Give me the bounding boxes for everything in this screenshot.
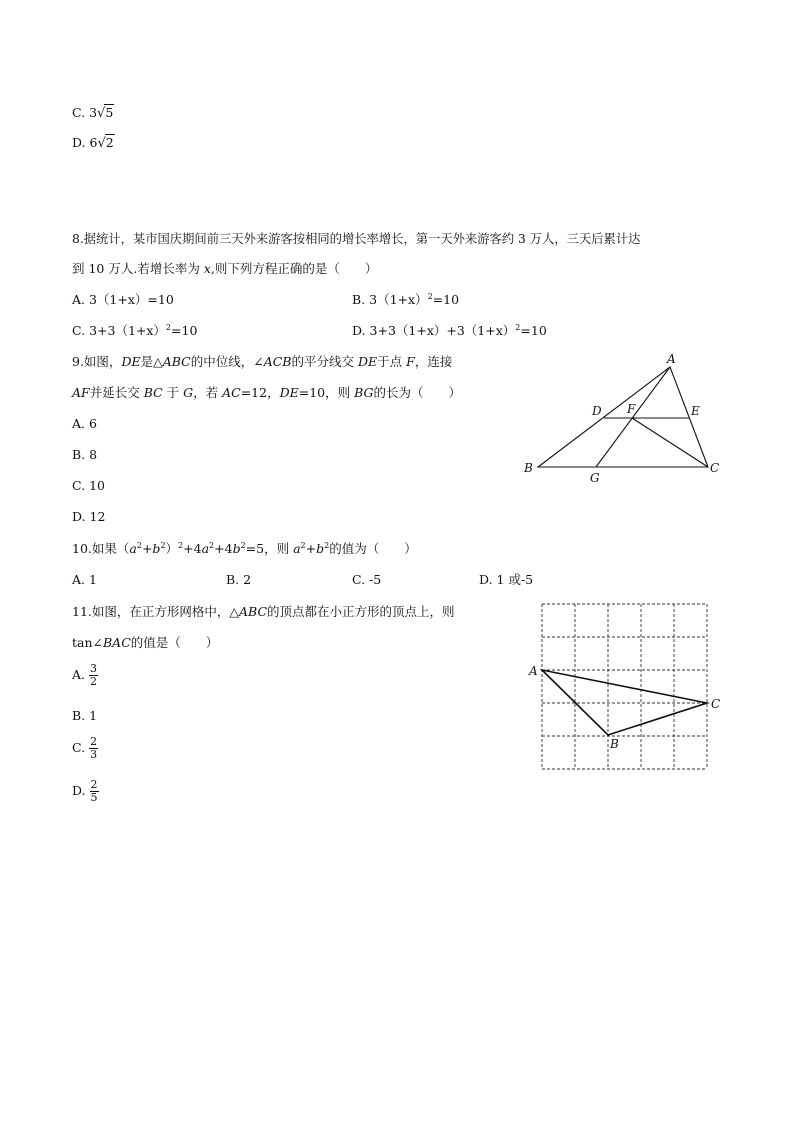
triangle-abc [542,670,707,735]
sqrt-sign: √2 [97,135,114,151]
fraction: $\frac{3}{2}$ [90,662,97,688]
label-a: A [529,664,538,678]
fraction: $\frac{2}{5}$ [90,778,98,804]
q10-stem: 10.如果$(a^2+b^2)^2+4a^2+4b^2=5$，则 $a^2+b^2$的值为（ ） [72,541,417,556]
q11-option-c: C. $\frac{2}{3}$ [72,735,98,761]
q9-option-c: C. 10 [72,478,105,493]
label-e: E [691,404,700,418]
q10-option-d: D. 1 或-5 [479,572,534,587]
q8-option-a: A. 3（1+x）=10 [72,292,174,307]
segment-fc [632,418,708,467]
q8-option-b: B. $3(1+x)^2=10$ [352,292,460,307]
q9-option-d: D. 12 [72,509,106,524]
label-a: A [667,352,676,366]
q9-stem-line2: AF并延长交 BC 于 G，若 AC=12，DE=10，则 BG的长为（ ） [72,385,462,400]
label-c: C [710,461,720,475]
q11-grid-figure [526,598,726,774]
q10-option-c: C. -5 [352,572,382,587]
label-b: B [610,737,619,751]
segment-ag [596,367,670,467]
q11-option-b: B. 1 [72,708,98,723]
label-c: C [711,697,721,711]
label-f: F [627,402,636,416]
q8-option-c: C. $3+3(1+x)^2=10$ [72,323,198,338]
q10-option-a: A. 1 [72,572,97,587]
q11-stem-line1: 11.如图，在正方形网格中，△ABC的顶点都在小正方形的顶点上，则 [72,604,455,619]
fraction: $\frac{2}{3}$ [90,735,98,761]
q9-triangle-figure [520,348,730,488]
label-g: G [590,471,600,485]
q11-option-a: A. $\frac{3}{2}$ [72,662,97,688]
q9-option-a: A. 6 [72,416,97,431]
label-b: B [524,461,533,475]
q8-stem-line1: 8.据统计，某市国庆期间前三天外来游客按相同的增长率增长，第一天外来游客约 3 万人，三天后累计达 [72,232,641,246]
q9-stem-line1: 9.如图，DE是△ABC的中位线，∠ACB的平分线交 DE于点 F，连接 [72,354,453,369]
q8-option-d: D. $3+3(1+x)+3(1+x)^2=10$ [352,323,547,338]
q10-option-b: B. 2 [226,572,252,587]
label-d: D [592,404,602,418]
q7-option-c: C. 3√5 [72,105,114,121]
q9-option-b: B. 8 [72,447,98,462]
sqrt-sign: √5 [97,105,114,121]
q11-option-d: D. $\frac{2}{5}$ [72,778,98,804]
q8-stem-line2: 到 10 万人.若增长率为 x,则下列方程正确的是（ ） [72,261,378,276]
q7-option-d: D. 6√2 [72,135,114,151]
q11-stem-line2: tan∠BAC的值是（ ） [72,635,219,650]
triangle-abc [538,367,708,467]
